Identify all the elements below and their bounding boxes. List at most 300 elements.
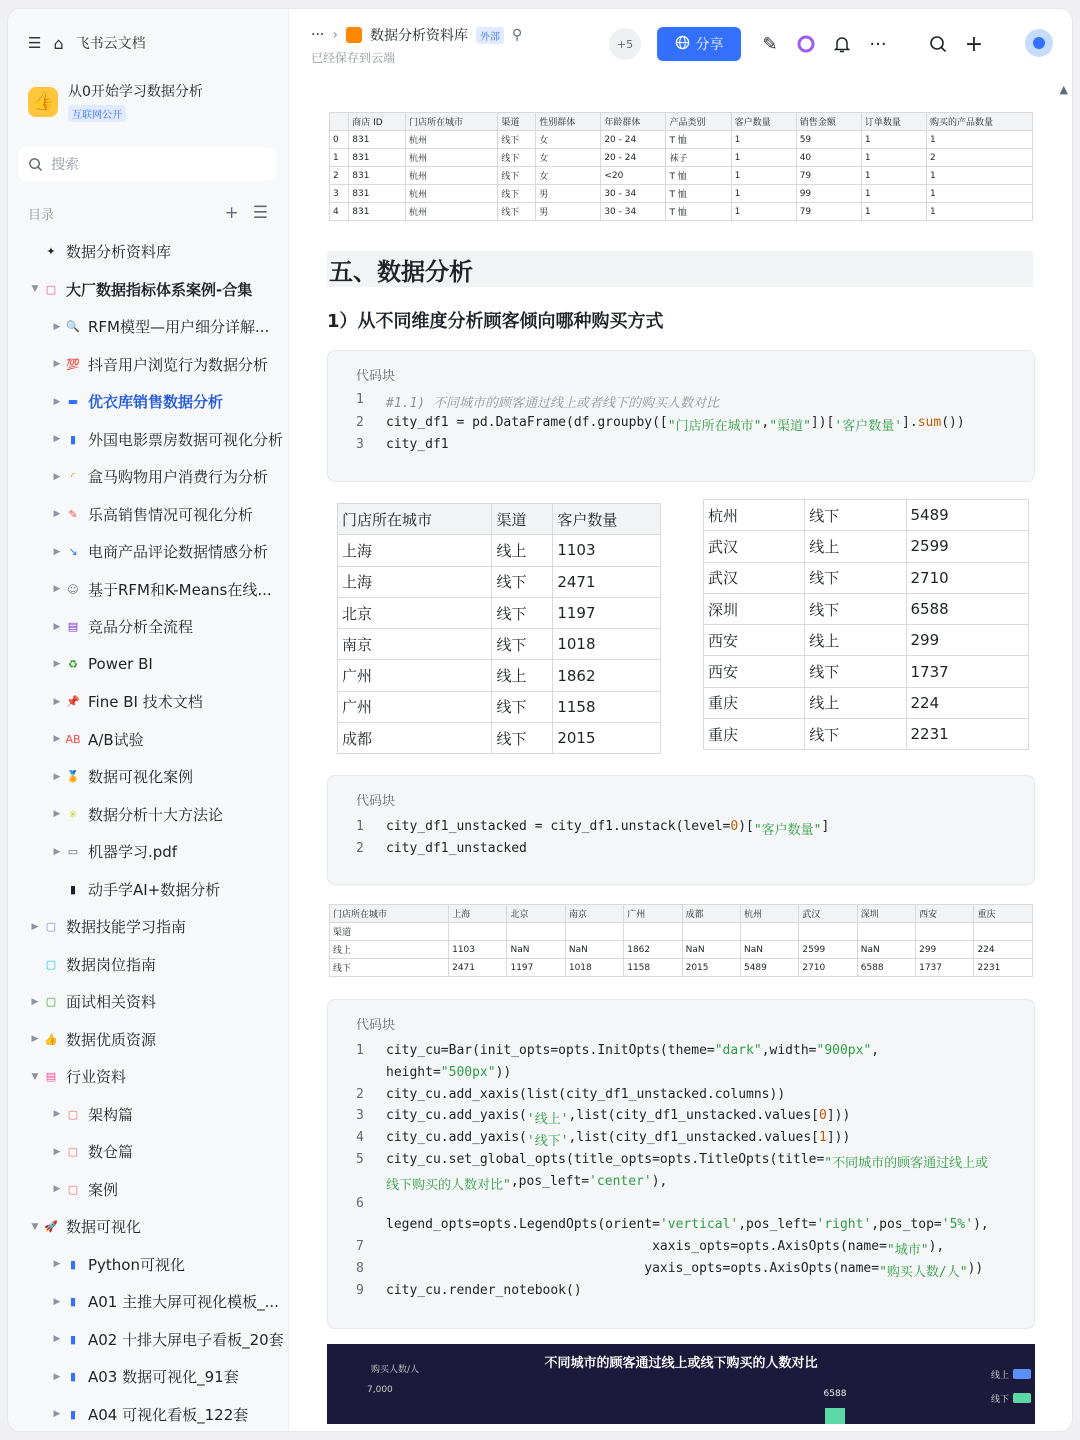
column-header: 武汉 bbox=[799, 905, 857, 923]
table-row bbox=[330, 941, 1033, 959]
table-header-row bbox=[330, 113, 1033, 131]
table-cell: 线上 bbox=[805, 687, 906, 718]
code-token: "500px" bbox=[440, 1064, 496, 1080]
table-row bbox=[704, 687, 1029, 718]
table-cell: 1737 bbox=[906, 656, 1029, 687]
chevron-down-icon[interactable]: ▼ bbox=[31, 1221, 39, 1232]
sidebar-item[interactable] bbox=[8, 833, 289, 871]
sidebar-item[interactable] bbox=[8, 683, 289, 721]
sidebar-item[interactable] bbox=[8, 233, 289, 271]
column-header: 渠道 bbox=[492, 504, 553, 535]
table-cell: 1 bbox=[926, 185, 1032, 203]
code-token: ()) bbox=[941, 414, 965, 430]
table-cell: 重庆 bbox=[704, 687, 805, 718]
table-cell: 1018 bbox=[565, 959, 623, 977]
line-number: 1 bbox=[356, 819, 364, 834]
sidebar-item-label: 数据分析资料库 bbox=[66, 243, 172, 262]
code-token: "900px" bbox=[816, 1043, 872, 1058]
chevron-right-icon[interactable]: ▶ bbox=[53, 1109, 61, 1120]
column-header: 客户数量 bbox=[553, 504, 661, 535]
sidebar-item-label: 数据可视化案例 bbox=[88, 768, 194, 787]
table-cell: 武汉 bbox=[704, 562, 805, 593]
sidebar-item-label: 架构篇 bbox=[88, 1105, 134, 1124]
table-cell: 线下 bbox=[805, 500, 906, 531]
table-cell: 线下 bbox=[498, 185, 536, 203]
main-content bbox=[289, 9, 1072, 1431]
table-cell: 5489 bbox=[906, 500, 1029, 531]
code-token: ,list(city_df1_unstacked.values[ bbox=[568, 1108, 819, 1124]
code-block-label: 代码块 bbox=[356, 794, 396, 809]
table-cell: 1862 bbox=[624, 941, 682, 959]
code-token: ,pos_top= bbox=[871, 1217, 942, 1233]
code-token: )) bbox=[967, 1261, 984, 1276]
sidebar-item[interactable] bbox=[8, 758, 289, 796]
doc-icon: 🔍 bbox=[66, 320, 80, 334]
chevron-right-icon[interactable]: ▶ bbox=[53, 1296, 61, 1307]
sidebar-item[interactable] bbox=[8, 496, 289, 534]
doc-icon: ▢ bbox=[67, 1182, 79, 1196]
table-header-row bbox=[338, 504, 661, 535]
table-row bbox=[704, 562, 1029, 593]
sidebar-item[interactable] bbox=[8, 1096, 289, 1134]
line-number: 2 bbox=[356, 414, 364, 430]
globe-icon bbox=[675, 35, 690, 54]
doc-icon: ▢ bbox=[45, 957, 57, 971]
sidebar-item[interactable] bbox=[8, 646, 289, 684]
city-channel-table-left bbox=[337, 503, 661, 754]
table-cell bbox=[682, 923, 740, 941]
code-token: city_cu.add_yaxis( bbox=[386, 1130, 527, 1146]
table-cell: 1 bbox=[926, 167, 1032, 185]
table-cell: 杭州 bbox=[704, 500, 805, 531]
column-header: 商店 ID bbox=[349, 113, 406, 131]
table-cell: 2599 bbox=[799, 941, 857, 959]
table-cell: 1 bbox=[926, 131, 1032, 149]
line-number: 7 bbox=[356, 1239, 364, 1255]
ai-assistant-icon[interactable] bbox=[795, 33, 817, 55]
code-token: sum bbox=[917, 414, 942, 430]
table-row bbox=[338, 660, 661, 691]
table-cell: 831 bbox=[349, 149, 406, 167]
code-token: city_df1_unstacked bbox=[386, 841, 527, 856]
doc-icon: ▮ bbox=[69, 1257, 77, 1271]
chevron-down-icon[interactable]: ▼ bbox=[31, 1071, 39, 1082]
table-cell: 杭州 bbox=[405, 131, 497, 149]
table-row bbox=[704, 656, 1029, 687]
table-cell: T 恤 bbox=[666, 185, 731, 203]
code-line bbox=[328, 1174, 667, 1193]
doc-icon: ✎ bbox=[68, 507, 78, 521]
chevron-right-icon[interactable]: ▶ bbox=[31, 996, 39, 1007]
doc-icon: ◜ bbox=[70, 470, 76, 484]
sidebar-header bbox=[28, 33, 146, 53]
code-token: city_df1 bbox=[386, 437, 449, 452]
column-header: 上海 bbox=[449, 905, 507, 923]
avatar[interactable] bbox=[1025, 29, 1053, 57]
chevron-right-icon[interactable]: ▶ bbox=[53, 434, 61, 445]
doc-icon: ▢ bbox=[45, 282, 57, 296]
table-cell: 线上 bbox=[330, 941, 449, 959]
code-block-label: 代码块 bbox=[356, 1018, 396, 1033]
table-row bbox=[338, 691, 661, 722]
code-token: ])[ bbox=[810, 414, 835, 430]
table-cell: 杭州 bbox=[405, 185, 497, 203]
toc-list bbox=[8, 233, 289, 1431]
table-row bbox=[338, 535, 661, 566]
code-token: city_df1_unstacked = city_df1.unstack(level= bbox=[386, 819, 731, 834]
doc-icon: ✦ bbox=[46, 245, 56, 259]
share-button[interactable] bbox=[657, 27, 741, 61]
sidebar-item[interactable] bbox=[8, 1208, 289, 1246]
code-token: ), bbox=[651, 1173, 668, 1189]
table-cell: 1197 bbox=[553, 597, 661, 628]
code-token: 1 bbox=[819, 1130, 827, 1146]
doc-icon: ▮ bbox=[69, 1407, 77, 1421]
line-number bbox=[328, 1217, 386, 1232]
sidebar-item-label: 数据技能学习指南 bbox=[66, 918, 187, 937]
sidebar-item[interactable] bbox=[8, 308, 289, 346]
code-token: , bbox=[761, 414, 770, 430]
chevron-right-icon[interactable]: ▶ bbox=[53, 359, 61, 370]
code-token: "不同城市的顾客通过线上或 bbox=[824, 1156, 989, 1171]
chevron-right-icon[interactable]: ▶ bbox=[53, 1259, 61, 1270]
sidebar-item[interactable] bbox=[8, 1321, 289, 1359]
doc-icon: 🏅 bbox=[66, 770, 80, 784]
column-header: 销售金额 bbox=[796, 113, 861, 131]
code-token: '客户数量' bbox=[834, 418, 903, 434]
code-block-3[interactable] bbox=[327, 999, 1035, 1329]
chevron-right-icon[interactable]: ▶ bbox=[53, 1409, 61, 1420]
sidebar-item[interactable] bbox=[8, 1283, 289, 1321]
code-token: "门店所在城市" bbox=[667, 418, 762, 434]
table-cell bbox=[740, 923, 798, 941]
code-token: 0 bbox=[730, 819, 739, 834]
table-cell: 1 bbox=[731, 185, 796, 203]
chevron-right-icon[interactable]: ▶ bbox=[53, 621, 61, 632]
sidebar-item[interactable] bbox=[8, 796, 289, 834]
collaborators-count[interactable]: +5 bbox=[609, 28, 641, 60]
chevron-right-icon[interactable]: ▶ bbox=[53, 696, 61, 707]
sidebar-item[interactable] bbox=[8, 346, 289, 384]
table-cell: 79 bbox=[796, 203, 861, 221]
table-cell bbox=[449, 923, 507, 941]
code-token: ]. bbox=[902, 414, 918, 430]
legend-label: 线上 bbox=[990, 1371, 1009, 1381]
chevron-right-icon[interactable]: ▶ bbox=[53, 584, 61, 595]
table-cell: 1737 bbox=[916, 959, 974, 977]
table-row bbox=[338, 597, 661, 628]
chevron-right-icon[interactable]: ▶ bbox=[53, 771, 61, 782]
chevron-right-icon[interactable]: ▶ bbox=[53, 1334, 61, 1345]
table-cell: 线下 bbox=[805, 656, 906, 687]
chevron-right-icon[interactable]: ▶ bbox=[53, 1184, 61, 1195]
legend-swatch[interactable] bbox=[1013, 1369, 1031, 1379]
table-cell: 40 bbox=[796, 149, 861, 167]
table-cell: 重庆 bbox=[704, 719, 805, 750]
table-cell: 杭州 bbox=[405, 167, 497, 185]
doc-icon: 💯 bbox=[66, 357, 80, 371]
sidebar-item[interactable] bbox=[8, 608, 289, 646]
code-line bbox=[328, 1261, 983, 1280]
sidebar-item-label: 竞品分析全流程 bbox=[88, 618, 194, 637]
code-token: city_cu=Bar(init_opts=opts.InitOpts(theme= bbox=[386, 1043, 715, 1058]
code-token: city_cu.set_global_opts(title_opts=opts.TitleOpts(title= bbox=[386, 1152, 825, 1167]
table-cell: 上海 bbox=[338, 535, 492, 566]
space-name: 从0开始学习数据分析 bbox=[68, 84, 203, 100]
table-cell: 2 bbox=[926, 149, 1032, 167]
sidebar-item-label: 数据优质资源 bbox=[66, 1030, 157, 1049]
table-row bbox=[330, 131, 1033, 149]
add-icon[interactable]: + bbox=[224, 203, 239, 223]
code-block-2[interactable] bbox=[327, 775, 1035, 885]
code-token: city_cu.add_yaxis( bbox=[386, 1108, 527, 1124]
code-line bbox=[328, 1152, 988, 1171]
sidebar-item-label: 盒马购物用户消费行为分析 bbox=[88, 468, 269, 487]
table-cell: 深圳 bbox=[704, 593, 805, 624]
chevron-right-icon[interactable]: ▶ bbox=[31, 1034, 39, 1045]
table-row bbox=[704, 719, 1029, 750]
chevron-down-icon[interactable]: ▼ bbox=[31, 284, 39, 295]
pin-icon[interactable]: ⚲ bbox=[511, 27, 523, 43]
doc-icon: 📌 bbox=[66, 695, 80, 709]
chevron-right-icon[interactable]: ▶ bbox=[53, 396, 61, 407]
column-header bbox=[330, 113, 349, 131]
doc-icon: ▭ bbox=[67, 845, 79, 859]
table-cell: NaN bbox=[682, 941, 740, 959]
line-number: 4 bbox=[356, 1130, 364, 1146]
table-cell: 武汉 bbox=[704, 531, 805, 562]
search-icon[interactable] bbox=[927, 33, 949, 55]
code-block-label: 代码块 bbox=[356, 369, 396, 384]
edit-icon[interactable]: ✎ bbox=[762, 33, 778, 55]
table-row bbox=[704, 593, 1029, 624]
table-cell: 1158 bbox=[553, 691, 661, 722]
sidebar-item[interactable] bbox=[8, 1171, 289, 1209]
sidebar-item-label: A02 十排大屏电子看板_20套 bbox=[88, 1330, 284, 1349]
table-cell: 1103 bbox=[449, 941, 507, 959]
column-header: 客户数量 bbox=[731, 113, 796, 131]
sidebar-item[interactable] bbox=[8, 1358, 289, 1396]
doc-icon: ♻ bbox=[68, 657, 78, 671]
sidebar-item-label: RFM模型—用户细分详解... bbox=[88, 318, 270, 337]
table-cell: 杭州 bbox=[405, 149, 497, 167]
chevron-right-icon[interactable]: ▶ bbox=[53, 509, 61, 520]
table-cell: 杭州 bbox=[405, 203, 497, 221]
sidebar-item-label: 抖音用户浏览行为数据分析 bbox=[88, 355, 269, 374]
column-header: 门店所在城市 bbox=[330, 905, 449, 923]
doc-icon: ▬ bbox=[67, 395, 79, 409]
sidebar-item-label: A01 主推大屏可视化模板_... bbox=[88, 1293, 279, 1312]
sidebar-item[interactable] bbox=[8, 271, 289, 309]
sidebar-item-label: 电商产品评论数据情感分析 bbox=[88, 543, 269, 562]
table-row bbox=[338, 566, 661, 597]
sidebar-item[interactable] bbox=[8, 458, 289, 496]
table-cell: 线上 bbox=[805, 625, 906, 656]
sidebar-item[interactable] bbox=[8, 721, 289, 759]
table-cell: 线上 bbox=[805, 531, 906, 562]
table-cell: 线下 bbox=[492, 566, 553, 597]
table-cell: 1 bbox=[861, 149, 926, 167]
sidebar-item[interactable] bbox=[8, 571, 289, 609]
table-cell bbox=[974, 923, 1033, 941]
home-icon[interactable]: ⌂ bbox=[53, 33, 64, 53]
table-cell: NaN bbox=[857, 941, 915, 959]
search-input[interactable] bbox=[18, 147, 276, 181]
chevron-right-icon[interactable]: ▶ bbox=[53, 1146, 61, 1157]
table-cell: 线上 bbox=[492, 535, 553, 566]
sidebar-item[interactable] bbox=[8, 421, 289, 459]
table-cell: 3 bbox=[330, 185, 349, 203]
sidebar-item[interactable] bbox=[8, 1058, 289, 1096]
table-cell bbox=[507, 923, 565, 941]
legend-label: 线下 bbox=[990, 1395, 1009, 1405]
code-block-1[interactable] bbox=[327, 350, 1035, 482]
y-axis-label: 购买人数/人 bbox=[371, 1365, 420, 1375]
chevron-right-icon[interactable]: ▶ bbox=[53, 846, 61, 857]
sidebar-item-label: Fine BI 技术文档 bbox=[88, 693, 203, 712]
table-cell: 男 bbox=[536, 203, 601, 221]
collapse-sidebar-icon[interactable]: ☰ bbox=[28, 34, 42, 52]
table-cell: 成都 bbox=[338, 723, 492, 754]
line-number bbox=[328, 1174, 386, 1193]
code-token: #1.1) 不同城市的顾客通过线上或者线下的购买人数对比 bbox=[386, 396, 719, 411]
doc-icon: 🚀 bbox=[44, 1220, 58, 1234]
table-cell: 2231 bbox=[974, 959, 1033, 977]
chevron-right-icon[interactable]: ▶ bbox=[53, 1371, 61, 1382]
table-cell: 2 bbox=[330, 167, 349, 185]
code-token: legend_opts=opts.LegendOpts(orient= bbox=[386, 1217, 660, 1233]
sidebar-item[interactable] bbox=[8, 1396, 289, 1432]
table-cell: 袜子 bbox=[666, 149, 731, 167]
chevron-right-icon[interactable]: ▶ bbox=[53, 659, 61, 670]
sidebar-item-label: 优衣库销售数据分析 bbox=[88, 393, 224, 412]
column-header: 深圳 bbox=[857, 905, 915, 923]
table-cell: 线下 bbox=[805, 719, 906, 750]
sidebar-item-label: A03 数据可视化_91套 bbox=[88, 1368, 239, 1387]
sidebar-item[interactable] bbox=[8, 1021, 289, 1059]
chevron-right-icon: › bbox=[332, 27, 338, 43]
more-icon[interactable]: ··· bbox=[869, 33, 887, 55]
row-index-label: 渠道 bbox=[330, 923, 449, 941]
table-cell: 831 bbox=[349, 131, 406, 149]
sidebar-item-label: 案例 bbox=[88, 1180, 119, 1199]
bell-icon[interactable] bbox=[831, 33, 853, 55]
code-token: ,pos_left= bbox=[510, 1173, 590, 1189]
table-cell: 5489 bbox=[740, 959, 798, 977]
code-token: '线上' bbox=[526, 1112, 569, 1128]
code-token: yaxis_opts=opts.AxisOpts(name= bbox=[386, 1261, 880, 1276]
chevron-right-icon[interactable]: ▶ bbox=[53, 321, 61, 332]
doc-title[interactable]: 数据分析资料库 bbox=[369, 28, 468, 44]
table-cell: 线下 bbox=[498, 149, 536, 167]
breadcrumb-ellipsis[interactable]: ··· bbox=[311, 27, 325, 43]
table-cell: 2710 bbox=[906, 562, 1029, 593]
chart-canvas bbox=[327, 1344, 1035, 1424]
list-icon[interactable]: ☰ bbox=[252, 203, 268, 223]
chevron-right-icon[interactable]: ▶ bbox=[53, 546, 61, 557]
table-cell: 831 bbox=[349, 203, 406, 221]
code-token: )[ bbox=[738, 819, 754, 834]
code-line bbox=[328, 437, 449, 452]
doc-icon bbox=[346, 27, 362, 43]
chevron-right-icon[interactable]: ▶ bbox=[53, 471, 61, 482]
line-number: 3 bbox=[356, 437, 364, 452]
code-line bbox=[328, 1108, 850, 1127]
sidebar-item-label: A/B试验 bbox=[88, 730, 144, 749]
table-cell: 0 bbox=[330, 131, 349, 149]
code-line bbox=[328, 1196, 386, 1211]
legend-swatch[interactable] bbox=[1013, 1393, 1031, 1403]
table-cell: 224 bbox=[906, 687, 1029, 718]
line-number: 8 bbox=[356, 1261, 364, 1276]
table-cell: 2231 bbox=[906, 719, 1029, 750]
sidebar-item-label: 动手学AI+数据分析 bbox=[88, 880, 221, 899]
doc-icon: 👍 bbox=[44, 1032, 58, 1046]
scroll-up-icon[interactable]: ▲ bbox=[1059, 83, 1068, 96]
sidebar-item[interactable] bbox=[8, 908, 289, 946]
doc-icon: ✳ bbox=[68, 807, 78, 821]
table-cell: 224 bbox=[974, 941, 1033, 959]
chevron-right-icon[interactable]: ▶ bbox=[53, 809, 61, 820]
sidebar-item[interactable] bbox=[8, 983, 289, 1021]
table-cell: 1 bbox=[926, 203, 1032, 221]
chevron-right-icon[interactable]: ▶ bbox=[31, 921, 39, 932]
table-cell: 1 bbox=[861, 131, 926, 149]
column-header: 门店所在城市 bbox=[338, 504, 492, 535]
code-token: '5%' bbox=[941, 1217, 974, 1233]
table-cell: NaN bbox=[565, 941, 623, 959]
save-status: 已经保存到云端 bbox=[311, 51, 396, 65]
search-placeholder: 搜索 bbox=[51, 157, 79, 173]
table-cell: 1 bbox=[861, 167, 926, 185]
table-cell: 30 - 34 bbox=[601, 185, 666, 203]
code-token: city_df1 = pd.DataFrame(df.groupby([ bbox=[386, 414, 668, 430]
table-cell: 1 bbox=[731, 203, 796, 221]
table-row bbox=[704, 531, 1029, 562]
table-row bbox=[704, 625, 1029, 656]
doc-icon: ▢ bbox=[67, 1145, 79, 1159]
sidebar-item[interactable] bbox=[8, 383, 289, 421]
code-token: "dark" bbox=[714, 1043, 762, 1058]
app-title[interactable]: 飞书云文档 bbox=[75, 36, 146, 52]
table-cell: 1862 bbox=[553, 660, 661, 691]
sidebar-item-label: Power BI bbox=[88, 655, 153, 674]
code-token: ,pos_left= bbox=[738, 1217, 817, 1233]
table-cell: 99 bbox=[796, 185, 861, 203]
sidebar-item[interactable] bbox=[8, 1246, 289, 1284]
sidebar-item-label: 数据分析十大方法论 bbox=[88, 805, 224, 824]
table-row bbox=[330, 149, 1033, 167]
sidebar-item[interactable] bbox=[8, 533, 289, 571]
table-cell: 2015 bbox=[553, 723, 661, 754]
sidebar-item[interactable] bbox=[8, 946, 289, 984]
chevron-right-icon[interactable]: ▶ bbox=[53, 734, 61, 745]
sidebar-item[interactable] bbox=[8, 871, 289, 909]
table-cell: 2015 bbox=[682, 959, 740, 977]
line-number: 2 bbox=[356, 1086, 364, 1102]
code-line bbox=[328, 1043, 879, 1058]
space-card[interactable] bbox=[28, 81, 203, 122]
add-icon[interactable]: + bbox=[964, 31, 984, 57]
table-cell: 线下 bbox=[805, 593, 906, 624]
table-cell: 线下 bbox=[492, 629, 553, 660]
sidebar-item-label: 数据可视化 bbox=[66, 1218, 142, 1237]
line-number bbox=[328, 1065, 386, 1080]
table-cell: 1018 bbox=[553, 629, 661, 660]
sidebar-item[interactable] bbox=[8, 1133, 289, 1171]
code-line bbox=[328, 415, 965, 434]
doc-icon: AB bbox=[65, 732, 81, 746]
